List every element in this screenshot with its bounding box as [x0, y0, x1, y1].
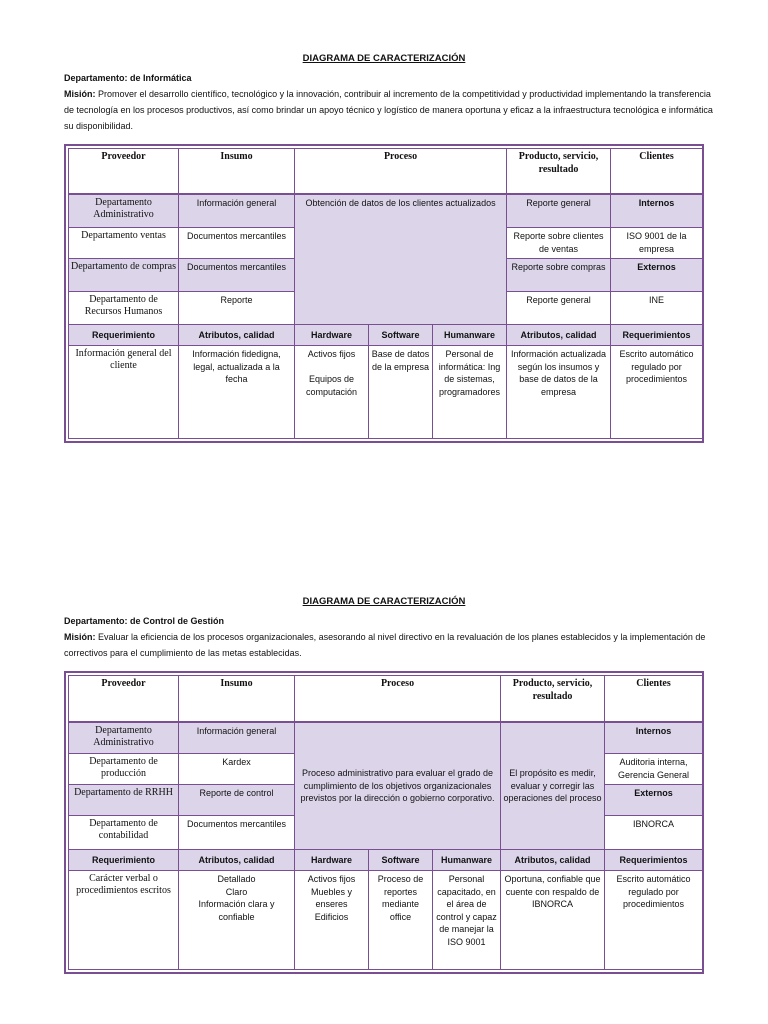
table-cell: Kardex [179, 754, 295, 785]
table-cell: Activos fijos Muebles y enseres Edificios [295, 871, 369, 970]
table-cell: Personal de informática: Ing de sistemas, programadores [433, 346, 507, 439]
header-proceso: Proceso [295, 149, 507, 194]
header-producto: Producto, servicio, resultado [501, 676, 605, 722]
table-cell: Oportuna, confiable que cuente con respaldo de IBNORCA [501, 871, 605, 970]
table-cell: Externos [605, 785, 703, 816]
subheader-cell: Humanware [433, 850, 501, 871]
table-cell: Documentos mercantiles [179, 816, 295, 850]
table-cell: Detallado Claro Información clara y confiable [179, 871, 295, 970]
department-label: Departamento: [64, 73, 128, 83]
table-cell: Reporte sobre compras [507, 259, 611, 292]
table-cell: Escrito automático regulado por procedimientos [605, 871, 703, 970]
table-cell: Información general del cliente [69, 346, 179, 439]
table-cell: Externos [611, 259, 703, 292]
department-value: de Control de Gestión [130, 616, 225, 626]
table-cell: Reporte de control [179, 785, 295, 816]
mision-label: Misión: [64, 89, 96, 99]
characterization-table [64, 671, 704, 974]
table-cell: Departamento de producción [69, 754, 179, 785]
table-cell: INE [611, 292, 703, 325]
department-line [64, 616, 224, 626]
subheader-cell: Atributos, calidad [179, 850, 295, 871]
table-cell: Personal capacitado, en el área de control y capaz de manejar la ISO 9001 [433, 871, 501, 970]
table-cell: Obtención de datos de los clientes actualizados [295, 194, 507, 325]
subheader-cell: Hardware [295, 850, 369, 871]
table-cell: Documentos mercantiles [179, 228, 295, 259]
department-value: de Informática [130, 73, 192, 83]
header-clientes: Clientes [605, 676, 703, 722]
department-line [64, 73, 192, 83]
title: DIAGRAMA DE CARACTERIZACIÓN [302, 53, 466, 64]
mision-label: Misión: [64, 632, 96, 642]
table-cell: Información general [179, 722, 295, 754]
mision-paragraph [64, 86, 714, 134]
table-cell: Reporte general [507, 292, 611, 325]
subheader-cell: Software [369, 325, 433, 346]
title: DIAGRAMA DE CARACTERIZACIÓN [302, 596, 466, 607]
table-cell: Escrito automático regulado por procedimientos [611, 346, 703, 439]
table-cell: Información actualizada según los insumos y base de datos de la empresa [507, 346, 611, 439]
table-cell: Proceso administrativo para evaluar el grado de cumplimiento de los objetivos organizacionales previstos por la dirección o gobierno corporativo. [295, 722, 501, 850]
header-clientes: Clientes [611, 149, 703, 194]
table-cell: Departamento de Recursos Humanos [69, 292, 179, 325]
mision-text: Promover el desarrollo científico, tecnológico y la innovación, contribuir al incremento de la competitividad y productividad implementando la transferencia de tecnología en los procesos productivos, así como brindar un apoyo técnico y logístico de manera oportuna y eficaz a la infraestructura tecnológica e informática su disponibilidad. [64, 89, 713, 131]
table-cell: Departamento de contabilidad [69, 816, 179, 850]
header-insumo: Insumo [179, 149, 295, 194]
subheader-cell: Atributos, calidad [179, 325, 295, 346]
header-proceso: Proceso [295, 676, 501, 722]
department-label: Departamento: [64, 616, 128, 626]
table-cell: ISO 9001 de la empresa [611, 228, 703, 259]
table-cell: Auditoria interna, Gerencia General [605, 754, 703, 785]
table-cell: Información general [179, 194, 295, 228]
table-cell: Información fidedigna, legal, actualizada a la fecha [179, 346, 295, 439]
mision-paragraph [64, 629, 714, 661]
subheader-cell: Requerimientos [611, 325, 703, 346]
table-cell: Reporte sobre clientes de ventas [507, 228, 611, 259]
subheader-cell: Atributos, calidad [507, 325, 611, 346]
table-cell: Departamento Administrativo [69, 722, 179, 754]
table-cell: Base de datos de la empresa [369, 346, 433, 439]
table-cell: El propósito es medir, evaluar y corregir las operaciones del proceso [501, 722, 605, 850]
characterization-table [64, 144, 704, 443]
table-cell: Departamento Administrativo [69, 194, 179, 228]
subheader-cell: Atributos, calidad [501, 850, 605, 871]
mision-text: Evaluar la eficiencia de los procesos organizacionales, asesorando al nivel directivo en la revaluación de los planes establecidos y la implementación de correctivos para el cumplimiento de las metas establecidas. [64, 632, 706, 658]
subheader-cell: Requerimiento [69, 850, 179, 871]
subheader-cell: Requerimiento [69, 325, 179, 346]
table-cell: Internos [605, 722, 703, 754]
header-proveedor: Proveedor [69, 676, 179, 722]
table-cell: Carácter verbal o procedimientos escritos [69, 871, 179, 970]
table-cell: IBNORCA [605, 816, 703, 850]
table-cell: Documentos mercantiles [179, 259, 295, 292]
table-cell: Proceso de reportes mediante office [369, 871, 433, 970]
subheader-cell: Hardware [295, 325, 369, 346]
header-producto: Producto, servicio, resultado [507, 149, 611, 194]
table-cell: Departamento de RRHH [69, 785, 179, 816]
table-cell: Activos fijos Equipos de computación [295, 346, 369, 439]
table-cell: Departamento ventas [69, 228, 179, 259]
table-cell: Reporte general [507, 194, 611, 228]
table-cell: Reporte [179, 292, 295, 325]
header-proveedor: Proveedor [69, 149, 179, 194]
subheader-cell: Humanware [433, 325, 507, 346]
header-insumo: Insumo [179, 676, 295, 722]
table-cell: Departamento de compras [69, 259, 179, 292]
table-cell: Internos [611, 194, 703, 228]
subheader-cell: Software [369, 850, 433, 871]
subheader-cell: Requerimientos [605, 850, 703, 871]
